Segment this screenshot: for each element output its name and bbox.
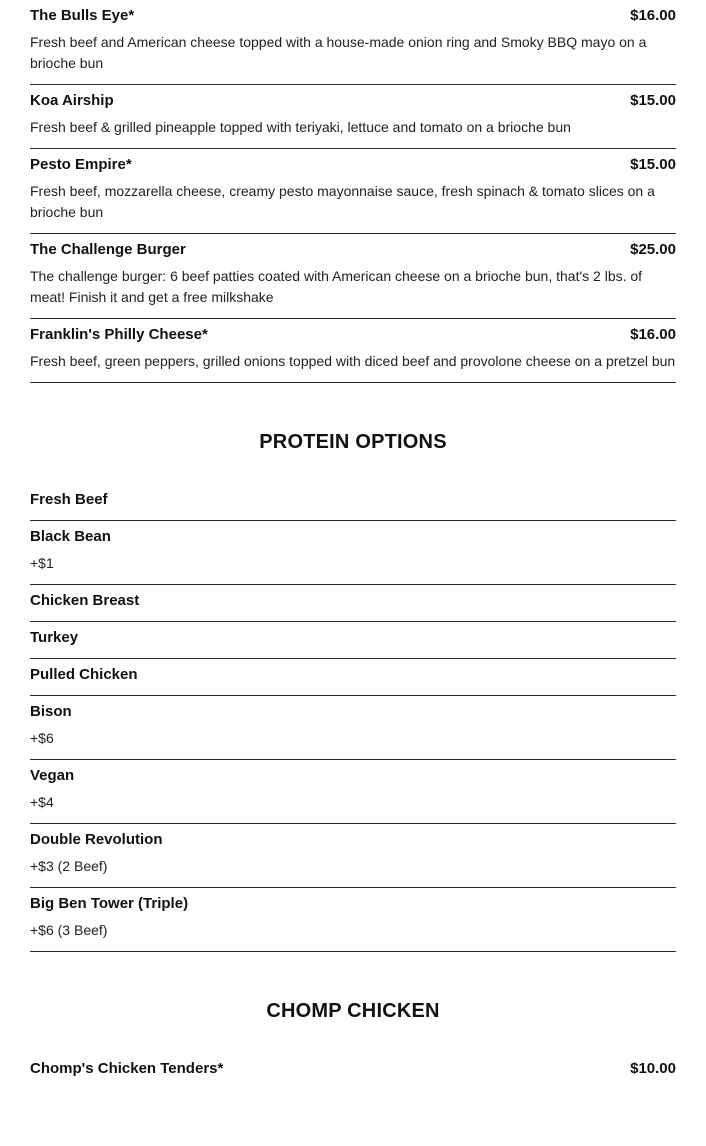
menu-item <box>30 0 676 85</box>
item-name: Chomp's Chicken Tenders* <box>30 1060 224 1077</box>
option-upcharge: +$3 (2 Beef) <box>30 858 108 874</box>
item-description: Fresh beef, mozzarella cheese, creamy pesto mayonnaise sauce, fresh spinach & tomato slices on a brioche bun <box>30 183 655 220</box>
item-name: Pesto Empire* <box>30 156 132 173</box>
protein-options-list <box>30 484 676 952</box>
option-upcharge: +$1 <box>30 555 54 571</box>
section-title-chomp-chicken: CHOMP CHICKEN <box>266 1000 440 1022</box>
protein-option <box>30 696 676 760</box>
item-name: Franklin's Philly Cheese* <box>30 326 208 343</box>
item-price: $10.00 <box>630 1060 676 1077</box>
item-price: $16.00 <box>630 326 676 343</box>
item-price: $15.00 <box>630 156 676 173</box>
option-name: Big Ben Tower (Triple) <box>30 895 189 912</box>
item-price: $16.00 <box>630 7 676 24</box>
option-name: Turkey <box>30 629 79 646</box>
menu-container <box>30 0 676 1089</box>
protein-option <box>30 659 676 696</box>
protein-option <box>30 585 676 622</box>
option-name: Fresh Beef <box>30 491 108 508</box>
item-name: Koa Airship <box>30 92 114 109</box>
protein-option <box>30 760 676 824</box>
option-name: Chicken Breast <box>30 592 140 609</box>
option-name: Vegan <box>30 767 75 784</box>
protein-option <box>30 888 676 952</box>
item-price: $25.00 <box>630 241 676 258</box>
protein-option <box>30 521 676 585</box>
item-name: The Challenge Burger <box>30 241 186 258</box>
option-upcharge: +$6 <box>30 730 54 746</box>
item-price: $15.00 <box>630 92 676 109</box>
option-name: Double Revolution <box>30 831 163 848</box>
menu-item <box>30 1053 676 1089</box>
protein-option <box>30 484 676 521</box>
menu-item <box>30 149 676 234</box>
menu-item <box>30 319 676 383</box>
menu-item <box>30 85 676 149</box>
item-description: Fresh beef, green peppers, grilled onions topped with diced beef and provolone cheese on a pretzel bun <box>30 353 676 369</box>
menu-item <box>30 234 676 319</box>
protein-option <box>30 824 676 888</box>
item-description: Fresh beef and American cheese topped with a house-made onion ring and Smoky BBQ mayo on a brioche bun <box>30 34 647 71</box>
option-name: Black Bean <box>30 528 111 545</box>
section-title-protein-options: PROTEIN OPTIONS <box>259 431 447 453</box>
option-name: Bison <box>30 703 72 720</box>
chicken-list <box>30 1053 676 1089</box>
option-upcharge: +$4 <box>30 794 54 810</box>
option-name: Pulled Chicken <box>30 666 138 683</box>
protein-option <box>30 622 676 659</box>
item-description: The challenge burger: 6 beef patties coated with American cheese on a brioche bun, that's 2 lbs. of meat! Finish it and get a free milkshake <box>30 268 643 305</box>
burger-list <box>30 0 676 383</box>
option-upcharge: +$6 (3 Beef) <box>30 922 108 938</box>
item-name: The Bulls Eye* <box>30 7 135 24</box>
item-description: Fresh beef & grilled pineapple topped with teriyaki, lettuce and tomato on a brioche bun <box>30 119 571 135</box>
